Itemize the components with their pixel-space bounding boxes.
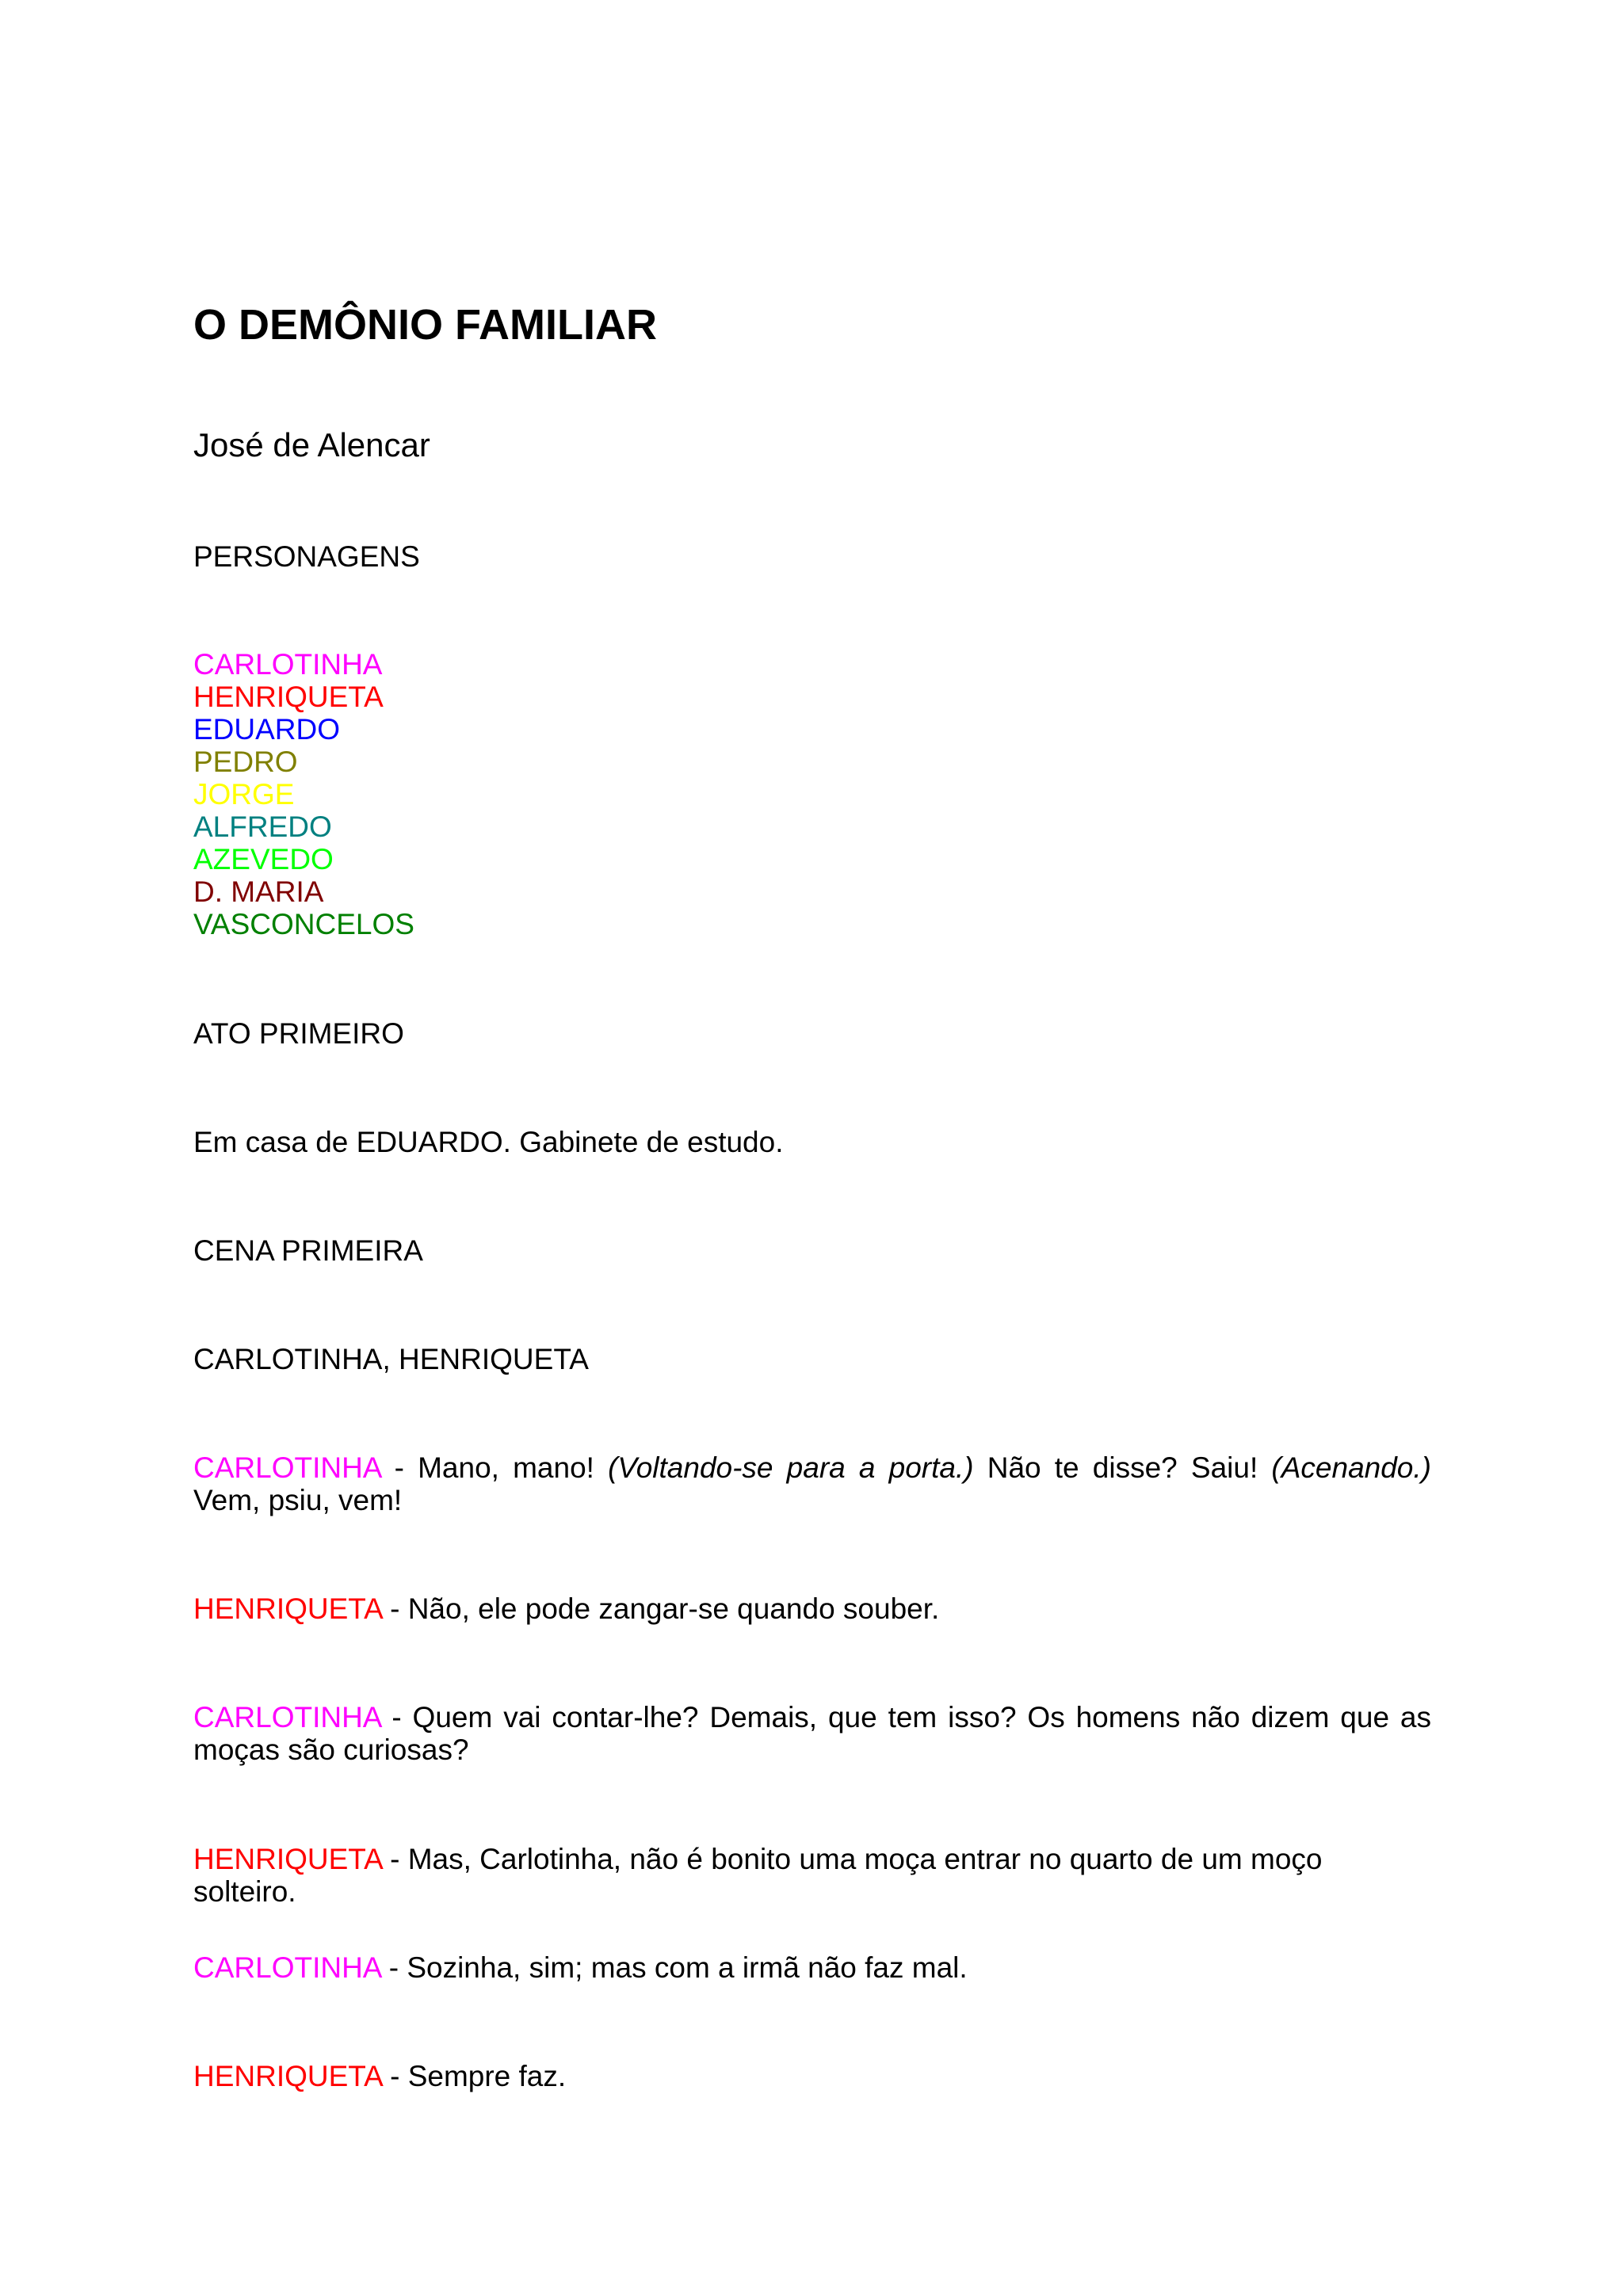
character-name: CARLOTINHA [193, 648, 383, 681]
character-name: EDUARDO [193, 713, 341, 746]
speaker-separator: - [380, 1951, 407, 1984]
speaker-name: CARLOTINHA [193, 1701, 381, 1733]
speaker-separator: - [381, 2060, 408, 2092]
speaker-separator: - [380, 1451, 418, 1484]
speaker-name: HENRIQUETA [193, 1592, 382, 1625]
dialogue-text: Vem, psiu, vem! [193, 1484, 403, 1516]
dialogue-text: Sozinha, sim; mas com a irmã não faz mal. [407, 1951, 968, 1984]
character-name: D. MARIA [193, 875, 324, 908]
act-heading: ATO PRIMEIRO [193, 1017, 404, 1050]
stage-direction: (Acenando.) [1271, 1451, 1431, 1484]
dialogue-line [193, 1701, 1431, 1766]
character-name: JORGE [193, 778, 295, 810]
scene-characters: CARLOTINHA, HENRIQUETA [193, 1343, 589, 1375]
personagens-heading: PERSONAGENS [193, 540, 420, 573]
dialogue-text: Mano, mano! [418, 1451, 609, 1484]
character-list [193, 648, 414, 940]
scene-setting: Em casa de EDUARDO. Gabinete de estudo. [193, 1126, 784, 1158]
character-name: AZEVEDO [193, 843, 334, 875]
dialogue-line [193, 1843, 1431, 1908]
dialogue-text: Mas, Carlotinha, não é bonito uma moça entrar no quarto de um moço solteiro. [193, 1843, 1323, 1908]
document-title: O DEMÔNIO FAMILIAR [193, 301, 657, 349]
speaker-separator: - [380, 1701, 413, 1733]
dialogue-text: Sempre faz. [407, 2060, 567, 2092]
speaker-name: CARLOTINHA [193, 1451, 381, 1484]
dialogue-line [193, 1451, 1431, 1516]
stage-direction: (Voltando-se para a porta.) [608, 1451, 974, 1484]
speaker-name: CARLOTINHA [193, 1951, 381, 1984]
speaker-separator: - [381, 1592, 408, 1625]
dialogue-line [193, 1592, 1431, 1625]
document-author: José de Alencar [193, 426, 430, 463]
dialogue-text: Quem vai contar-lhe? Demais, que tem isso? Os homens não dizem que as moças são curiosas? [193, 1701, 1432, 1766]
character-name: PEDRO [193, 746, 298, 778]
character-name: VASCONCELOS [193, 908, 414, 940]
dialogue-text: Não, ele pode zangar-se quando souber. [407, 1592, 940, 1625]
speaker-name: HENRIQUETA [193, 1843, 382, 1875]
scene-heading: CENA PRIMEIRA [193, 1234, 423, 1267]
character-name: HENRIQUETA [193, 681, 384, 713]
speaker-separator: - [381, 1843, 408, 1875]
dialogue-text: Não te disse? Saiu! [973, 1451, 1272, 1484]
character-name: ALFREDO [193, 810, 332, 843]
speaker-name: HENRIQUETA [193, 2060, 382, 2092]
dialogue-line [193, 1951, 1431, 1984]
dialogue-line [193, 2060, 1431, 2092]
